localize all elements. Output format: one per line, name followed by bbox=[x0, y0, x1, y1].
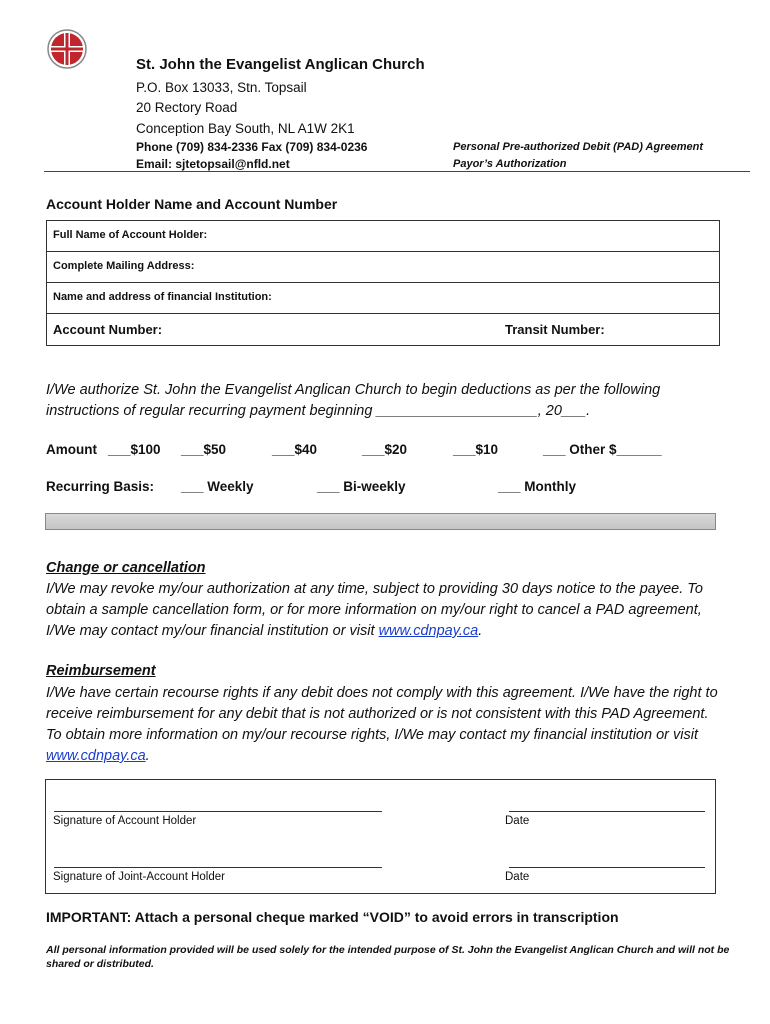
cdnpay-link-1[interactable]: www.cdnpay.ca bbox=[378, 623, 479, 639]
reimbursement-heading: Reimbursement bbox=[46, 663, 156, 679]
account-info-table bbox=[46, 220, 720, 346]
reimbursement-end: . bbox=[145, 748, 150, 764]
document-title: Personal Pre-authorized Debit (PAD) Agreement bbox=[453, 141, 703, 153]
joint-date-label: Date bbox=[505, 871, 530, 883]
authorization-statement bbox=[46, 380, 726, 422]
amount-label: Amount bbox=[46, 442, 97, 457]
holder-date-line[interactable] bbox=[509, 811, 705, 812]
address-line-1: P.O. Box 13033, Stn. Topsail bbox=[136, 80, 307, 95]
change-heading: Change or cancellation bbox=[46, 560, 206, 576]
joint-signature-line[interactable] bbox=[54, 867, 382, 868]
reimbursement-paragraph bbox=[46, 683, 726, 767]
amount-option-100[interactable]: ___$100 bbox=[108, 442, 161, 457]
amount-option-40[interactable]: ___$40 bbox=[272, 442, 318, 457]
full-name-label: Full Name of Account Holder: bbox=[53, 229, 208, 241]
holder-signature-label: Signature of Account Holder bbox=[53, 815, 197, 827]
amount-option-50[interactable]: ___$50 bbox=[181, 442, 227, 457]
holder-date-label: Date bbox=[505, 815, 530, 827]
authorization-line-2: instructions of regular recurring payment beginning ____________________, 20___. bbox=[46, 403, 591, 419]
transit-number-label: Transit Number: bbox=[505, 322, 605, 337]
document-subtitle: Payor’s Authorization bbox=[453, 158, 567, 170]
church-name: St. John the Evangelist Anglican Church bbox=[136, 56, 425, 73]
recurring-row bbox=[46, 479, 726, 499]
email: Email: sjtetopsail@nfld.net bbox=[136, 157, 290, 171]
amount-option-other[interactable]: ___ Other $______ bbox=[543, 442, 662, 457]
recurring-option-biweekly[interactable]: ___ Bi-weekly bbox=[317, 479, 406, 494]
section-separator-bar bbox=[45, 513, 716, 530]
amount-option-20[interactable]: ___$20 bbox=[362, 442, 408, 457]
financial-institution-label: Name and address of financial Institution: bbox=[53, 291, 272, 303]
change-text: I/We may revoke my/our authorization at any time, subject to providing 30 days notice to the payee. To obtain a sample cancellation form, or for more information on my/our right to cancel a PAD agreement, I/We may contact my/our financial institution or visit bbox=[46, 581, 703, 639]
important-notice: IMPORTANT: Attach a personal cheque marked “VOID” to avoid errors in transcription bbox=[46, 909, 619, 925]
privacy-footer: All personal information provided will be used solely for the intended purpose of St. John the Evangelist Anglican Church and will not be shared or distributed. bbox=[46, 944, 730, 970]
change-paragraph bbox=[46, 579, 726, 642]
full-name-field[interactable] bbox=[47, 221, 719, 252]
recurring-option-monthly[interactable]: ___ Monthly bbox=[498, 479, 577, 494]
reimbursement-text: I/We have certain recourse rights if any debit does not comply with this agreement. I/We have the right to receive reimbursement for any debit that is not authorized or is not consistent with this PAD Agreement. To obtain more information on my/our recourse rights, I/We may contact my financial institution or visit bbox=[46, 685, 718, 743]
phone-fax: Phone (709) 834-2336 Fax (709) 834-0236 bbox=[136, 140, 368, 154]
authorization-line-1: I/We authorize St. John the Evangelist Anglican Church to begin deductions as per the following bbox=[46, 382, 661, 398]
amount-option-10[interactable]: ___$10 bbox=[453, 442, 499, 457]
joint-date-line[interactable] bbox=[509, 867, 705, 868]
change-end: . bbox=[478, 623, 483, 639]
signature-box bbox=[45, 779, 716, 894]
recurring-option-weekly[interactable]: ___ Weekly bbox=[181, 479, 254, 494]
recurring-label: Recurring Basis: bbox=[46, 479, 155, 494]
church-logo-icon bbox=[46, 28, 88, 70]
cdnpay-link-2[interactable]: www.cdnpay.ca bbox=[46, 748, 146, 764]
address-line-2: 20 Rectory Road bbox=[136, 100, 238, 115]
account-number-label: Account Number: bbox=[53, 322, 163, 337]
header-divider bbox=[44, 171, 750, 172]
mailing-address-label: Complete Mailing Address: bbox=[53, 260, 195, 272]
mailing-address-field[interactable] bbox=[47, 252, 719, 283]
account-number-field[interactable] bbox=[47, 314, 719, 345]
address-line-3: Conception Bay South, NL A1W 2K1 bbox=[136, 121, 355, 136]
account-section-title: Account Holder Name and Account Number bbox=[46, 196, 338, 212]
holder-signature-line[interactable] bbox=[54, 811, 382, 812]
amount-row bbox=[46, 442, 726, 462]
joint-signature-label: Signature of Joint-Account Holder bbox=[53, 871, 225, 883]
financial-institution-field[interactable] bbox=[47, 283, 719, 314]
